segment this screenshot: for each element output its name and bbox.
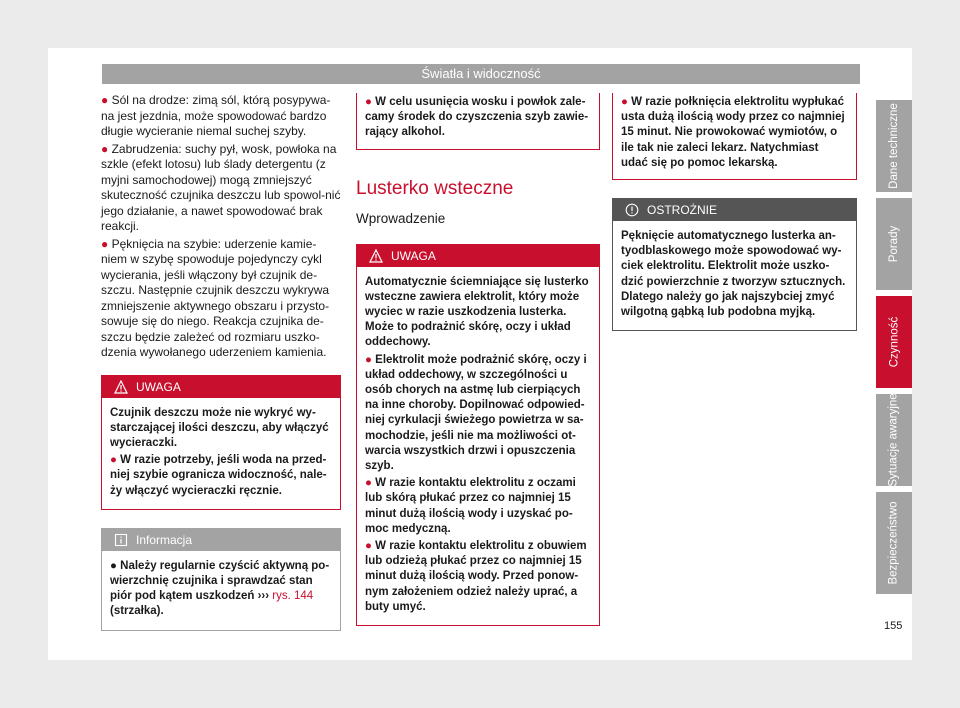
warning-icon (369, 249, 383, 263)
bullet-icon: ● (101, 236, 112, 251)
caution-header: OSTROŻNIE (613, 199, 856, 221)
tab-czynnosc[interactable]: Czynność (876, 296, 912, 388)
continued-warning-box: ● W razie połknięcia elektrolitu wypłukać usta dużą ilością wody przez co najmniej 15 minut. Nie prowokować wymiotów, o ile tak nie zaleci lekarz. Natychmiast udać się po pomoc lekarską. (612, 93, 857, 180)
bullet-icon: ● (365, 540, 376, 553)
caution-box (612, 198, 857, 331)
tab-bezpieczenstwo[interactable]: Bezpieczeństwo (876, 492, 912, 594)
info-header: Informacja (102, 529, 340, 551)
paragraph: ● Sól na drodze: zimą sól, którą posypywa-na jest jezdnia, może spowodować bardzo długie wycieranie niemal suchej szyby. (101, 93, 331, 138)
tab-dane-techniczne[interactable]: Dane techniczne (876, 100, 912, 192)
warning-body: Automatycznie ściemniające się lusterko wsteczne zawiera elektrolit, który może wyciec w razie uszkodzenia lusterka. Może to podrażnić skórę, oczy i układ oddechowy. ● Elektrolit może podrażnić skórę, oczy i układ oddechowy, w szczególności u osób chorych na astmę lub cierpiących na inne choroby. Dopilnować odpowied-niej cyrkulacji świeżego powietrza w sa-mochodzie, jeśli nie ma możliwości ot-warcia wszystkich drzwi i opuszczenia szyb. ● W razie kontaktu elektrolitu z oczami lub skórą płukać przez co najmniej 15 minut dużą ilością wody i uzyskać po-moc medyczną. ● W razie kontaktu elektrolitu z obuwiem lub odzieżą płukać przez co najmniej 15 minut dużą ilością wody. Przed ponow-nym założeniem odzież należy uprać, a buty umyć. (365, 275, 589, 613)
section-heading: Lusterko wsteczne (356, 177, 514, 199)
column-3 (612, 93, 857, 331)
warning-body: Czujnik deszczu może nie wykryć wy-starczającej ilości deszczu, aby włączyć wycieraczki. ● W razie potrzeby, jeśli woda na przed-niej szybie ogranicza widoczność, nale-ży włączyć wycieraczki ręcznie. (110, 406, 329, 497)
warning-box (101, 375, 341, 510)
figure-link[interactable]: rys. 144 (272, 590, 314, 603)
bullet-icon: ● (101, 93, 112, 107)
paragraph: ● Pęknięcia na szybie: uderzenie kamie-niem w szybę spowoduje pojedynczy cykl wycierania, jeśli włączony był czujnik de-szczu. Następnie czujnik deszczu wykrywa zmniejszenie aktywnego obszaru i przysto-sowuje się do niego. Reakcja czujnika de-szczu będzie zależeć od rozmiaru uszko-dzenia wywołanego uderzeniem kamienia. (101, 236, 330, 359)
bullet-icon: ● (621, 96, 632, 108)
column-2 (356, 93, 600, 626)
warning-header: UWAGA (102, 376, 340, 398)
bullet-icon: ● (365, 353, 376, 366)
bullet-icon: ● (101, 141, 112, 156)
bullet-icon: ● (365, 477, 376, 490)
bullet-icon: ● (365, 96, 376, 108)
subsection-heading: Wprowadzenie (356, 210, 446, 226)
tab-porady[interactable]: Porady (876, 198, 912, 290)
column-1 (101, 93, 341, 631)
bullet-icon: ● (110, 454, 121, 467)
caution-body: Pęknięcie automatycznego lusterka an-tyodblaskowego może spowodować wy-ciek elektrolitu. Elektrolit może uszko-dzić powierzchnie z tworzyw sztucznych. Dlatego należy go jak najszybciej zmyć wilgotną gąbką lub podobna myjką. (621, 230, 846, 319)
info-box (101, 528, 341, 631)
page-number: 155 (884, 620, 903, 632)
warning-header: UWAGA (357, 245, 599, 267)
warning-icon (114, 380, 128, 394)
info-icon (114, 533, 128, 547)
continued-warning-box: ● W celu usunięcia wosku i powłok zale-camy środek do czyszczenia szyb zawie-rający alkohol. (356, 93, 600, 150)
tab-sytuacje-awaryjne[interactable]: Sytuacje awaryjne (876, 394, 912, 486)
caution-icon (625, 203, 639, 217)
paragraph: ● Zabrudzenia: suchy pył, wosk, powłoka na szkle (efekt lotosu) lub ślady detergentu (z myjni samochodowej) mogą zmniejszyć skuteczność czujnika deszczu lub spowol-nić jego działanie, a nawet spowodować brak reakcji. (101, 141, 341, 233)
page-header: Światła i widoczność (102, 64, 860, 84)
info-body: ● Należy regularnie czyścić aktywną po-wierzchnię czujnika i sprawdzać stan piór pod kątem uszkodzeń ››› rys. 144 (strzałka). (110, 559, 330, 618)
bullet-icon: ● (110, 559, 121, 572)
warning-box (356, 244, 600, 626)
